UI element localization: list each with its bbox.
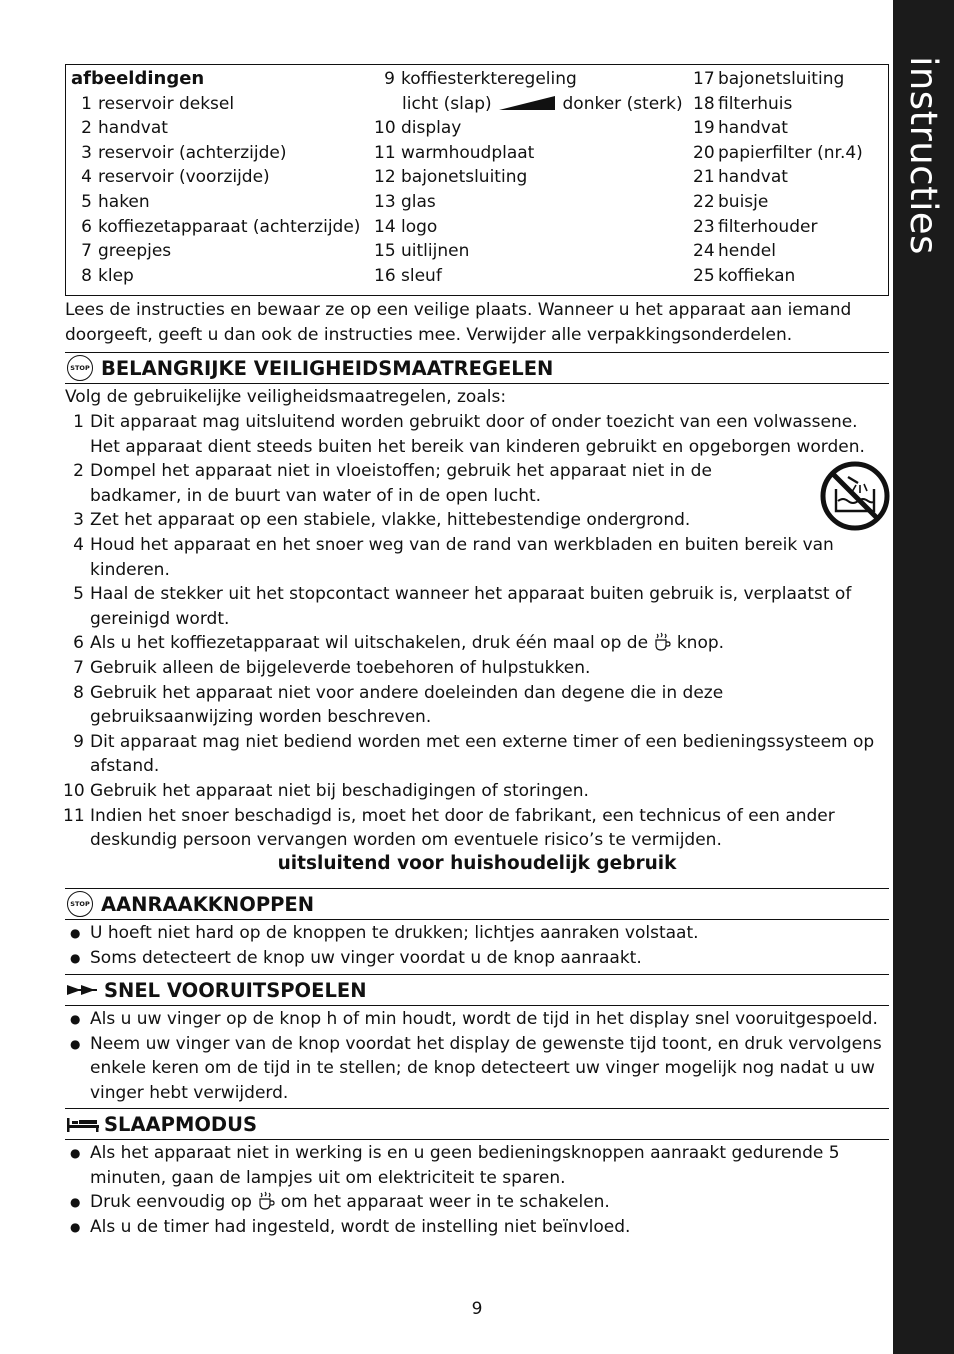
figures-legend-box [65, 64, 889, 296]
touch-title: AANRAAKKNOPPEN [101, 892, 315, 916]
steam-hand-icon [257, 1190, 275, 1210]
sleep-header [65, 1108, 889, 1140]
legend-item: 13 glas [374, 191, 436, 212]
safety-item: 4 Houd het apparaat en het snoer weg van de rand van werkbladen en buiten bereik van kinderen. [73, 534, 834, 580]
figures-column-1 [71, 67, 360, 288]
fast-forward-title: SNEL VOORUITSPOELEN [104, 978, 367, 1002]
safety-list [63, 410, 885, 853]
safety-item: 5 Haal de stekker uit het stopcontact wanneer het apparaat buiten gebruik is, verplaatst of gereinigd wordt. [73, 584, 852, 629]
household-use-note: uitsluitend voor huishoudelijk gebruik [277, 853, 677, 874]
legend-item: 25 koffiekan [693, 265, 796, 286]
strength-light-label: licht (slap) [402, 93, 492, 114]
legend-item: 10 display [374, 118, 462, 139]
safety-item: 10 Gebruik het apparaat niet bij beschadigingen of storingen. [63, 780, 589, 801]
safety-title: BELANGRIJKE VEILIGHEIDSMAATREGELEN [101, 356, 554, 380]
list-item: ● U hoeft niet hard op de knoppen te drukken; lichtjes aanraken volstaat. [70, 921, 886, 946]
safety-item: 7 Gebruik alleen de bijgeleverde toebehoren of hulpstukken. [73, 657, 591, 678]
legend-item: 21 handvat [693, 167, 788, 188]
list-item: ● Neem uw vinger van de knop voordat het display de gewenste tijd toont, en druk vervolgens enkele keren om de tijd in te stellen; de knop detecteert uw vinger mogelijk nog nadat u uw vinger hebt verwijderd. [70, 1032, 886, 1106]
intro-paragraph: Lees de instructies en bewaar ze op een veilige plaats. Wanneer u het apparaat aan iemand doorgeeft, geeft u dan ook de instructies mee. Verwijder alle verpakkingsonderdelen. [65, 300, 852, 345]
legend-item: 16 sleuf [374, 265, 442, 286]
list-item: ● Soms detecteert de knop uw vinger voordat u de knop aanraakt. [70, 946, 886, 971]
legend-item: 5 haken [81, 191, 150, 212]
bed-icon [67, 1116, 99, 1132]
legend-item: 20 papierfilter (nr.4) [693, 142, 863, 163]
safety-item: 11 Indien het snoer beschadigd is, moet het door de fabrikant, een technicus of een ander deskundig persoon vervangen worden om eventuele risico’s te vermijden. [63, 805, 835, 851]
safety-item: 8 Gebruik het apparaat niet voor andere doeleinden dan degene die in deze gebruiksaanwijzing worden beschreven. [73, 682, 724, 728]
legend-item: 19 handvat [693, 118, 788, 139]
safety-header [65, 352, 889, 384]
fast-forward-icon [67, 983, 99, 997]
safety-item: 2 Dompel het apparaat niet in vloeistoffen; gebruik het apparaat niet in de badkamer, in de buurt van water of in de open lucht. [73, 461, 712, 506]
touch-header [65, 888, 889, 920]
safety-item: 1 Dit apparaat mag uitsluitend worden gebruikt door of onder toezicht van een volwassene. Het apparaat dient steeds buiten het bereik van kinderen gebruikt en opgeborgen worden. [73, 412, 865, 457]
legend-item: 14 logo [374, 216, 438, 237]
figures-column-2 [374, 67, 683, 288]
legend-item: 2 handvat [81, 118, 168, 139]
legend-item: 4 reservoir (voorzijde) [81, 167, 270, 188]
legend-item: 7 greepjes [81, 241, 172, 262]
sleep-title: SLAAPMODUS [104, 1112, 257, 1136]
legend-item: 3 reservoir (achterzijde) [81, 142, 287, 163]
legend-item: 6 koffiezetapparaat (achterzijde) [81, 216, 361, 237]
figures-heading: afbeeldingen [71, 68, 205, 89]
legend-item: 1 reservoir deksel [81, 93, 235, 114]
safety-item: 6 Als u het koffiezetapparaat wil uitschakelen, druk één maal op de knop. [73, 633, 725, 654]
no-water-icon [818, 459, 892, 533]
legend-item: 17 bajonetsluiting [693, 69, 845, 89]
safety-item: 3 Zet het apparaat op een stabiele, vlakke, hittebestendige ondergrond. [73, 510, 691, 531]
strength-scale [374, 92, 683, 117]
stop-icon: STOP [67, 891, 93, 917]
stop-icon: STOP [67, 355, 93, 381]
fast-forward-list [70, 1007, 886, 1105]
fast-forward-header [65, 974, 889, 1006]
legend-item: 24 hendel [693, 241, 776, 262]
legend-item: 18 filterhuis [693, 93, 793, 114]
list-item: ● Als u de timer had ingesteld, wordt de instelling niet beïnvloed. [70, 1215, 886, 1240]
strength-dark-label: donker (sterk) [562, 93, 683, 114]
legend-item: 9 koffiesterkteregeling [384, 69, 577, 89]
legend-item: 11 warmhoudplaat [374, 142, 535, 163]
figures-column-3 [693, 67, 863, 288]
safety-item: 9 Dit apparaat mag niet bediend worden met een externe timer of een bedieningssysteem op afstand. [73, 731, 875, 777]
list-item: ● Als het apparaat niet in werking is en u geen bedieningsknoppen aanraakt gedurende 5 minuten, gaan de lampjes uit om elektriciteit te sparen. [70, 1141, 886, 1190]
list-item: ● Als u uw vinger op de knop h of min houdt, wordt de tijd in het display snel vooruitgespoeld. [70, 1007, 886, 1032]
side-tab-label: instructies [902, 55, 946, 255]
safety-lead: Volg de gebruikelijke veiligheidsmaatregelen, zoals: [65, 387, 507, 407]
sleep-list [70, 1141, 886, 1239]
legend-item: 23 filterhouder [693, 216, 818, 237]
legend-item: 12 bajonetsluiting [374, 167, 528, 188]
touch-list [70, 921, 886, 970]
legend-item: 15 uitlijnen [374, 241, 470, 262]
list-item: ● Druk eenvoudig op om het apparaat weer in te schakelen. [70, 1190, 886, 1215]
legend-item: 8 klep [81, 265, 134, 286]
strength-wedge-icon [499, 96, 555, 110]
page-number: 9 [471, 1299, 483, 1319]
steam-hand-icon [653, 631, 671, 651]
legend-item: 22 buisje [693, 191, 769, 212]
